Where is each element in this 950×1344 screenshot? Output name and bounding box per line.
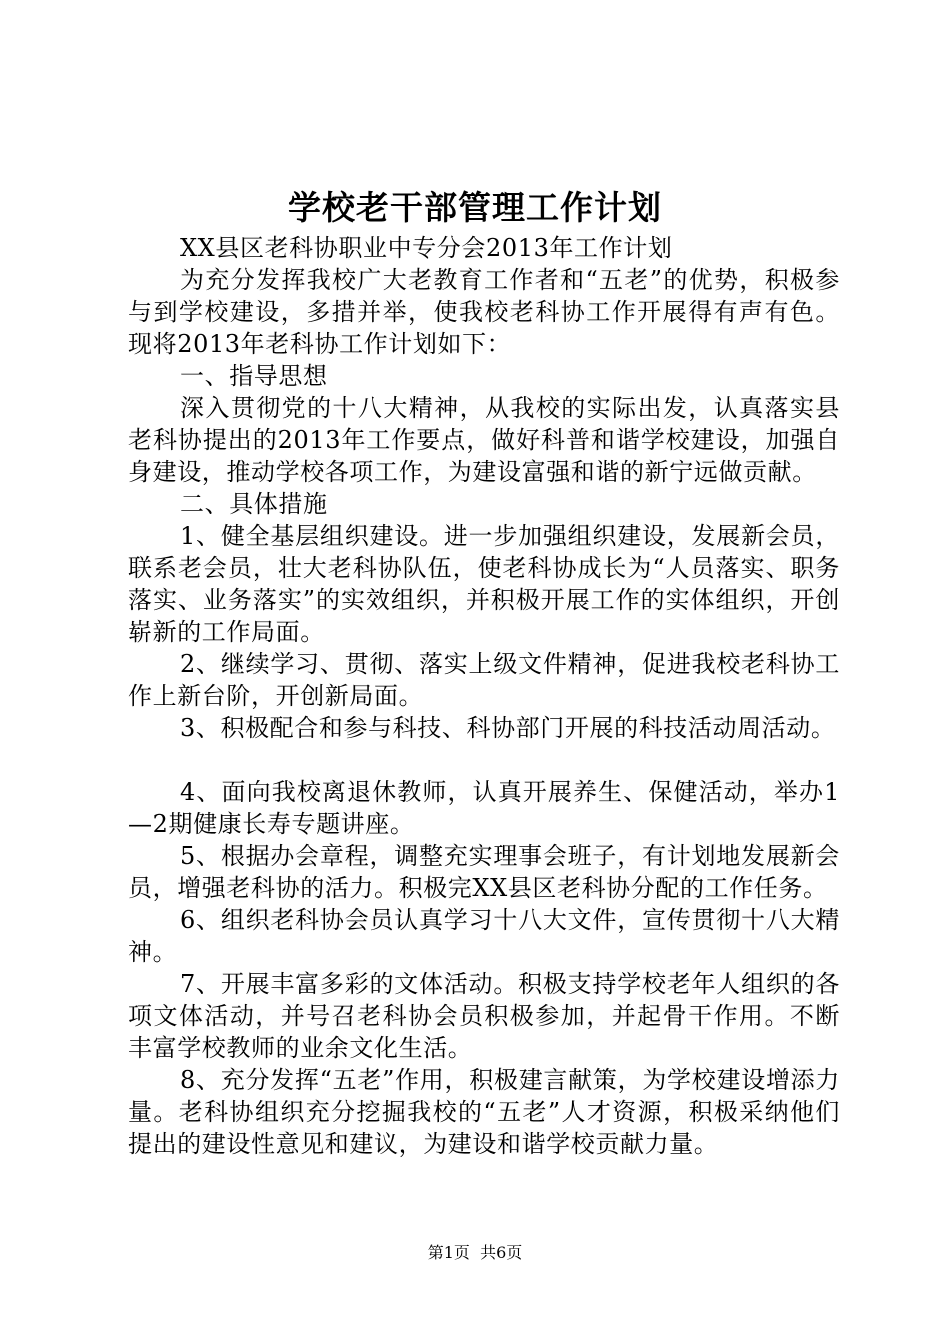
page-number: 第1页 — [427, 1243, 470, 1262]
measure-item-2: 2、继续学习、贯彻、落实上级文件精神，促进我校老科协工作上新台阶，开创新局面。 — [128, 650, 840, 710]
measure-item-3: 3、积极配合和参与科技、科协部门开展的科技活动周活动。 — [180, 714, 836, 742]
section-heading-guiding-thought: 一、指导思想 — [180, 362, 328, 390]
document-title: 学校老干部管理工作计划 — [288, 188, 662, 227]
measure-item-8: 8、充分发挥“五老”作用，积极建言献策，为学校建设增添力量。老科协组织充分挖掘我校的“五老”人才资源，积极采纳他们提出的建设性意见和建议，为建设和谐学校贡献力量。 — [128, 1066, 840, 1158]
paragraph-guiding-thought: 深入贯彻党的十八大精神，从我校的实际出发，认真落实县老科协提出的2013年工作要点，做好科普和谐学校建设，加强自身建设，推动学校各项工作，为建设富强和谐的新宁远做贡献。 — [128, 394, 840, 486]
measure-item-5: 5、根据办会章程，调整充实理事会班子，有计划地发展新会员，增强老科协的活力。积极完XX县区老科协分配的工作任务。 — [128, 842, 840, 902]
page-total: 共6页 — [480, 1243, 523, 1262]
measure-item-7: 7、开展丰富多彩的文体活动。积极支持学校老年人组织的各项文体活动，并号召老科协会员积极参加，并起骨干作用。不断丰富学校教师的业余文化生活。 — [128, 970, 840, 1062]
measure-item-1: 1、健全基层组织建设。进一步加强组织建设，发展新会员，联系老会员，壮大老科协队伍，使老科协成长为“人员落实、职务落实、业务落实”的实效组织，并积极开展工作的实体组织，开创崭新的工作局面。 — [128, 522, 840, 646]
footer-gap — [470, 1243, 480, 1262]
paragraph-intro: 为充分发挥我校广大老教育工作者和“五老”的优势，积极参与到学校建设，多措并举，使我校老科协工作开展得有声有色。现将2013年老科协工作计划如下： — [128, 266, 840, 358]
blank-line — [128, 744, 840, 776]
measure-item-4: 4、面向我校离退休教师，认真开展养生、保健活动，举办1—2期健康长寿专题讲座。 — [128, 778, 840, 838]
page-footer — [0, 1241, 950, 1265]
measure-item-6: 6、组织老科协会员认真学习十八大文件，宣传贯彻十八大精神。 — [128, 906, 840, 966]
document-body — [128, 232, 840, 1160]
section-heading-measures: 二、具体措施 — [180, 490, 328, 518]
paragraph-subtitle: XX县区老科协职业中专分会2013年工作计划 — [180, 234, 673, 262]
